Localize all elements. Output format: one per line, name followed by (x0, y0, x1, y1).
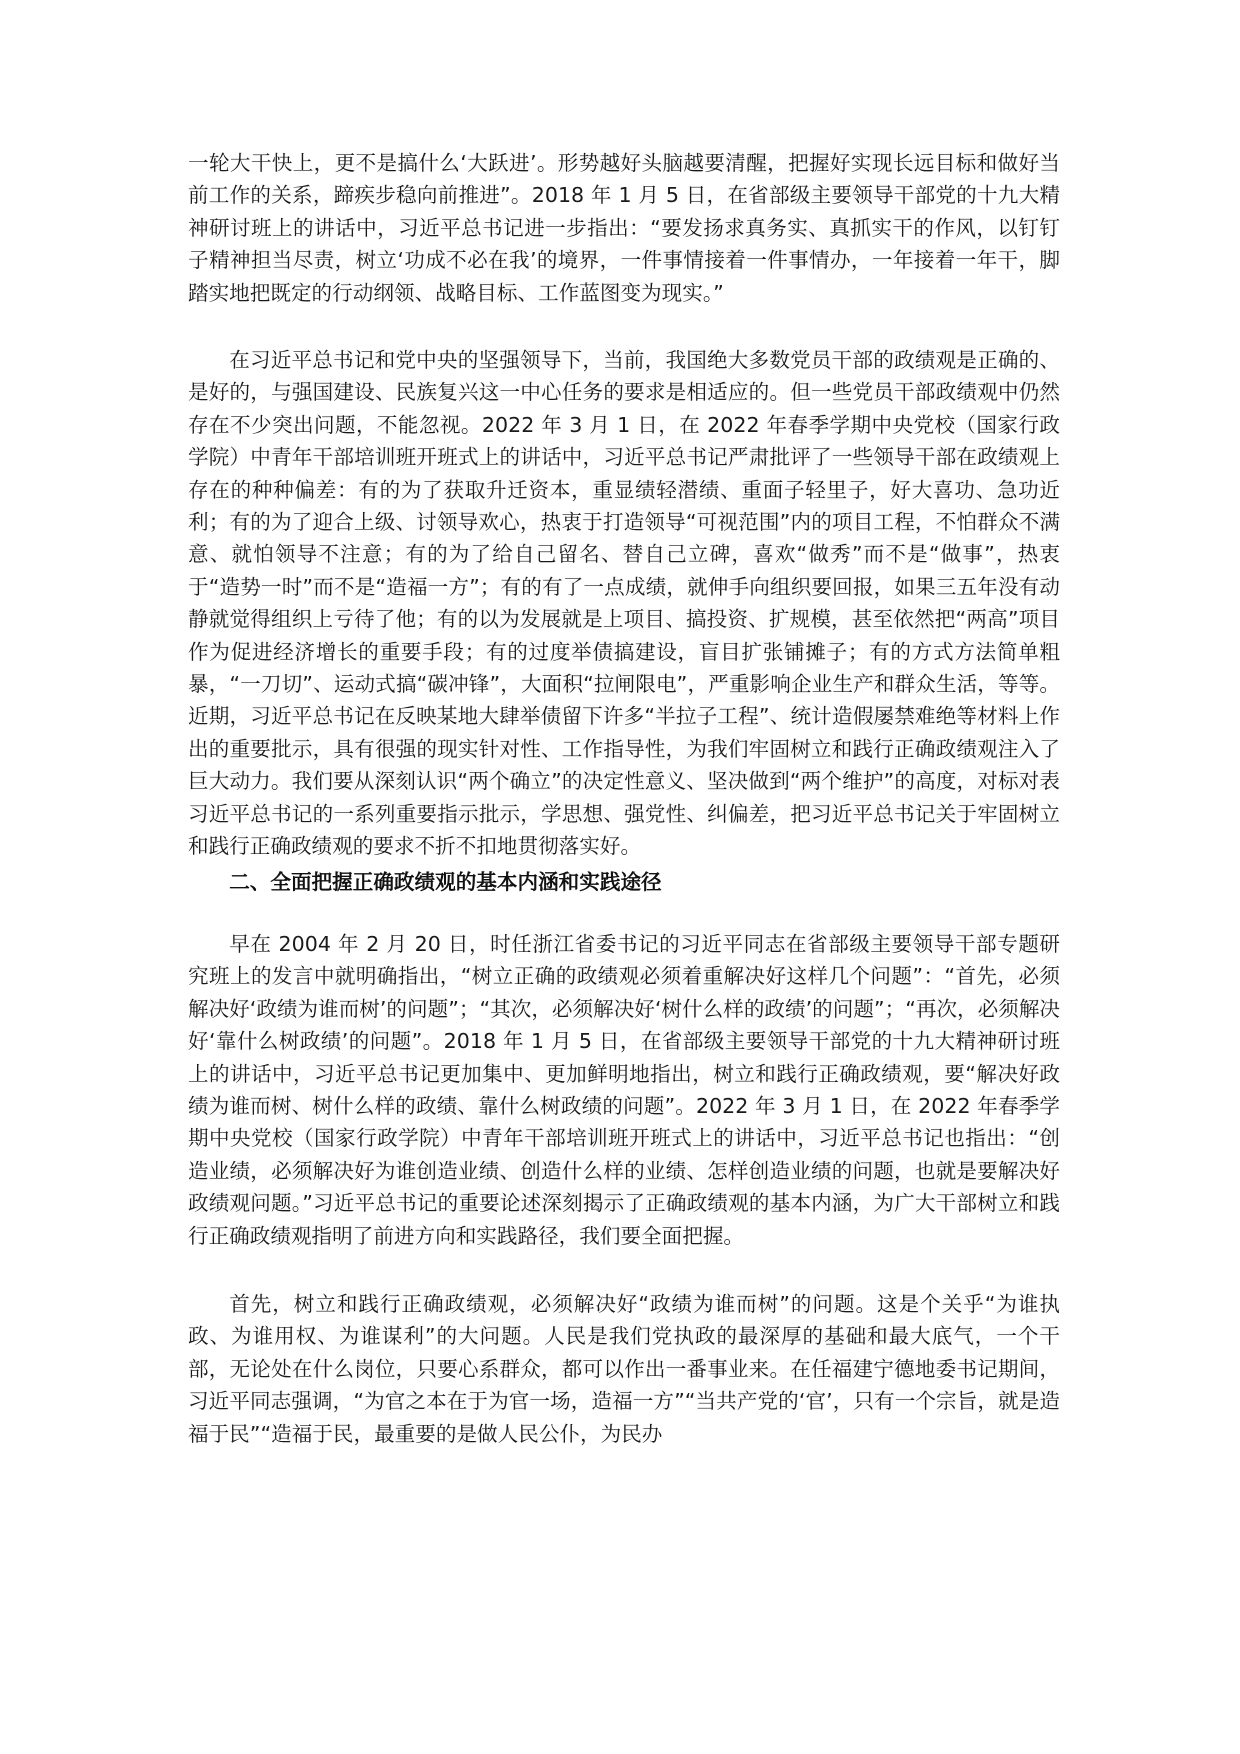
section-heading: 二、全面把握正确政绩观的基本内涵和实践途径 (229, 870, 662, 894)
paragraph-first-point: 首先，树立和践行正确政绩观，必须解决好“政绩为谁而树”的问题。这是个关乎“为谁执政、为谁用权、为谁谋利”的大问题。人民是我们党执政的最深厚的基础和最大底气，一个干部，无论处在什么岗位，只要心系群众，都可以作出一番事业来。在任福建宁德地委书记期间，习近平同志强调，“为官之本在于为官一场，造福一方”“当共产党的‘官’，只有一个宗旨，就是造福于民”“造福于民，最重要的是做人民公仆，为民办 (188, 1292, 1060, 1446)
paragraph-early-statement: 早在 2004 年 2 月 20 日，时任浙江省委书记的习近平同志在省部级主要领导干部专题研究班上的发言中就明确指出，“树立正确的政绩观必须着重解决好这样几个问题”：“首先，必须解决好‘政绩为谁而树’的问题”；“其次，必须解决好‘树什么样的政绩’的问题”；“再次，必须解决好‘靠什么树政绩’的问题”。2018 年 1 月 5 日，在省部级主要领导干部党的十九大精神研讨班上的讲话中，习近平总书记更加集中、更加鲜明地指出，树立和践行正确政绩观，要“解决好政绩为谁而树、树什么样的政绩、靠什么树政绩的问题”。2022 年 3 月 1 日，在 2022 年春季学期中央党校（国家行政学院）中青年干部培训班开班式上的讲话中，习近平总书记也指出：“创造业绩，必须解决好为谁创造业绩、创造什么样的业绩、怎样创造业绩的问题，也就是要解决好政绩观问题。”习近平总书记的重要论述深刻揭示了正确政绩观的基本内涵，为广大干部树立和践行正确政绩观指明了前进方向和实践路径，我们要全面把握。 (188, 932, 1061, 1248)
paragraph-continuation: 一轮大干快上，更不是搞什么‘大跃进’。形势越好头脑越要清醒，把握好实现长远目标和做好当前工作的关系，蹄疾步稳向前推进”。2018 年 1 月 5 日，在省部级主要领导干部党的十九大精神研讨班上的讲话中，习近平总书记进一步指出：“要发扬求真务实、真抓实干的作风，以钉钉子精神担当尽责，树立‘功成不必在我’的境界，一件事情接着一件事情办，一年接着一年干，脚踏实地把既定的行动纲领、战略目标、工作蓝图变为现实。” (188, 151, 1060, 305)
paragraph-current-situation: 在习近平总书记和党中央的坚强领导下，当前，我国绝大多数党员干部的政绩观是正确的、是好的，与强国建设、民族复兴这一中心任务的要求是相适应的。但一些党员干部政绩观中仍然存在不少突出问题，不能忽视。2022 年 3 月 1 日，在 2022 年春季学期中央党校（国家行政学院）中青年干部培训班开班式上的讲话中，习近平总书记严肃批评了一些领导干部在政绩观上存在的种种偏差：有的为了获取升迁资本，重显绩轻潜绩、重面子轻里子，好大喜功、急功近利；有的为了迎合上级、讨领导欢心，热衷于打造领导“可视范围”内的项目工程，不怕群众不满意、就怕领导不注意；有的为了给自己留名、替自己立碑，喜欢“做秀”而不是“做事”，热衷于“造势一时”而不是“造福一方”；有的有了一点成绩，就伸手向组织要回报，如果三五年没有动静就觉得组织上亏待了他；有的以为发展就是上项目、搞投资、扩规模，甚至依然把“两高”项目作为促进经济增长的重要手段；有的过度举债搞建设，盲目扩张铺摊子；有的方式方法简单粗暴，“一刀切”、运动式搞“碳冲锋”，大面积“拉闸限电”，严重影响企业生产和群众生活，等等。近期，习近平总书记在反映某地大肆举债留下许多“半拉子工程”、统计造假屡禁难绝等材料上作出的重要批示，具有很强的现实针对性、工作指导性，为我们牢固树立和践行正确政绩观注入了巨大动力。我们要从深刻认识“两个确立”的决定性意义、坚决做到“两个维护”的高度，对标对表习近平总书记的一系列重要指示批示，学思想、强党性、纠偏差，把习近平总书记关于牢固树立和践行正确政绩观的要求不折不扣地贯彻落实好。 (188, 348, 1060, 859)
